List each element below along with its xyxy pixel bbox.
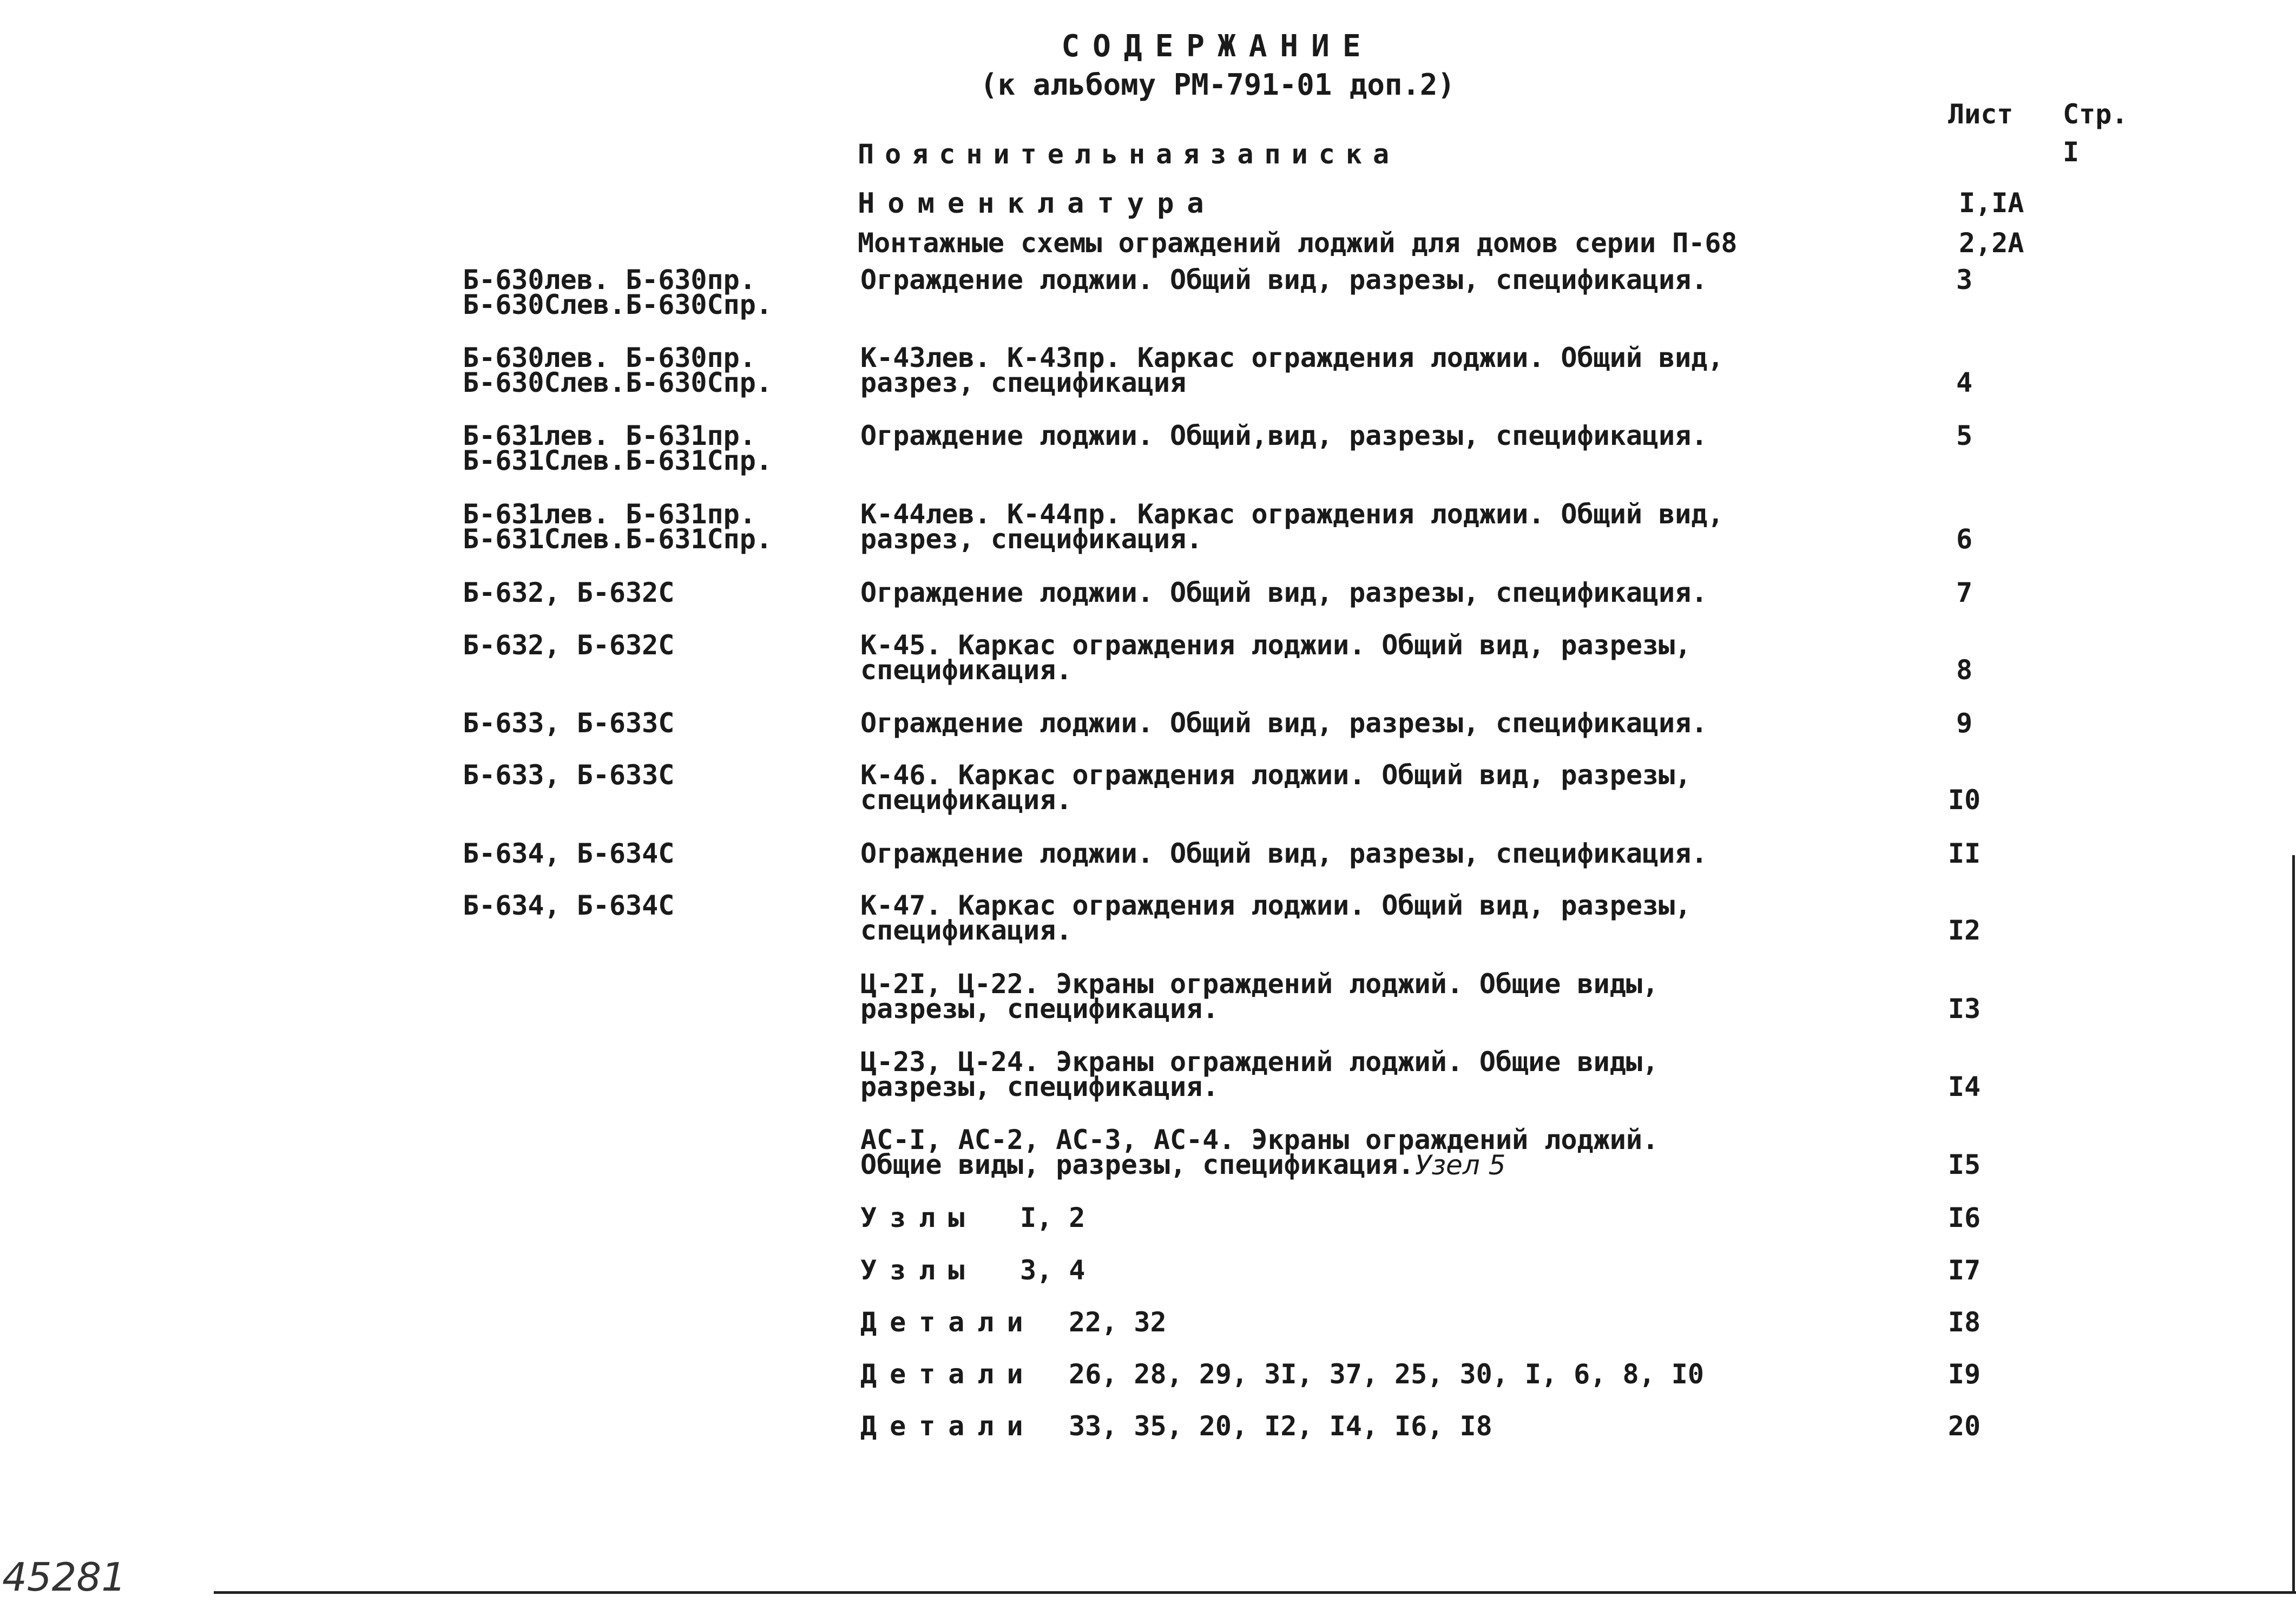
row-description-line2: спецификация. (860, 654, 1073, 686)
section-mounting-schemes: Монтажные схемы ограждений лоджий для домов серии П-68 (858, 227, 1738, 259)
row-description-line2: разрез, спецификация. (860, 523, 1203, 555)
tail-heading: Детали (860, 1358, 1036, 1390)
tail-numbers: 26, 28, 29, 3I, 37, 25, 30, I, 6, 8, I0 (1069, 1358, 1704, 1390)
tail-numbers: 3, 4 (1020, 1255, 1085, 1286)
tail-numbers: I, 2 (1020, 1202, 1085, 1233)
section-mounting-schemes-sheet: 2,2A (1959, 227, 2024, 259)
row-mark-line1: Б-631лев. Б-631пр. (463, 498, 756, 530)
section-nomenclature-sheet: I,IA (1959, 187, 2024, 219)
row-mark-line1: Б-634, Б-634С (463, 890, 675, 921)
row-mark-line1: Б-634, Б-634С (463, 838, 675, 869)
section-explanatory-note-page: I (2063, 136, 2080, 168)
row-mark-line2: Б-631Слев.Б-631Спр. (463, 523, 772, 555)
right-frame-line (2292, 855, 2295, 1594)
section-nomenclature: Номенклатура (858, 187, 1217, 220)
tail-sheet-number: I8 (1948, 1306, 1981, 1338)
document-subtitle: (к альбому РМ-791-01 доп.2) (980, 68, 1455, 102)
row-description-line1: АС-I, АС-2, АС-3, АС-4. Экраны ограждений лоджий. (860, 1124, 1659, 1155)
row-sheet-number: I2 (1948, 915, 1981, 946)
tail-sheet-number: I6 (1948, 1202, 1981, 1233)
row-description-line1: К-47. Каркас ограждения лоджии. Общий вид, разрезы, (860, 890, 1692, 921)
row-description-line2: разрез, спецификация (860, 367, 1187, 398)
row-description-line1: К-43лев. К-43пр. Каркас ограждения лоджии. Общий вид, (860, 342, 1724, 373)
row-mark-line2: Б-630Слев.Б-630Спр. (463, 367, 772, 398)
handwritten-note: Узел 5 (1415, 1150, 1506, 1181)
row-sheet-number: I0 (1948, 784, 1981, 816)
row-description-line1: Ц-23, Ц-24. Экраны ограждений лоджий. Общие виды, (860, 1046, 1659, 1078)
column-header-sheet: Лист (1948, 99, 2014, 130)
row-description-line2: спецификация. (860, 784, 1073, 816)
row-description-line1: Ц-2I, Ц-22. Экраны ограждений лоджий. Общие виды, (860, 968, 1659, 1000)
row-mark-line1: Б-630лев. Б-630пр. (463, 264, 756, 296)
row-mark-line1: Б-633, Б-633С (463, 707, 675, 739)
row-sheet-number: I5 (1948, 1149, 1981, 1180)
column-header-page: Стр. (2063, 99, 2128, 130)
row-description-line1: К-44лев. К-44пр. Каркас ограждения лоджии. Общий вид, (860, 498, 1724, 530)
bottom-frame-line (214, 1591, 2296, 1594)
row-description-line2: разрезы, спецификация. (860, 993, 1219, 1025)
row-mark-line1: Б-633, Б-633С (463, 759, 675, 791)
row-description-line1: К-46. Каркас ограждения лоджии. Общий вид, разрезы, (860, 759, 1692, 791)
row-sheet-number: 9 (1956, 707, 1973, 739)
row-mark-line1: Б-630лев. Б-630пр. (463, 342, 756, 373)
row-mark-line2: Б-631Слев.Б-631Спр. (463, 445, 772, 476)
row-sheet-number: 6 (1956, 523, 1973, 555)
tail-heading: Детали (860, 1410, 1036, 1442)
tail-sheet-number: I9 (1948, 1358, 1981, 1390)
row-description-line1: Ограждение лоджии. Общий вид, разрезы, спецификация. (860, 838, 1708, 869)
row-sheet-number: I3 (1948, 993, 1981, 1025)
row-description-line2: спецификация. (860, 915, 1073, 946)
row-description-line1: Ограждение лоджии. Общий вид, разрезы, спецификация. (860, 707, 1708, 739)
row-mark-line1: Б-632, Б-632С (463, 629, 675, 661)
row-sheet-number: II (1948, 838, 1981, 869)
tail-sheet-number: I7 (1948, 1255, 1981, 1286)
row-description-line2: разрезы, спецификация. (860, 1071, 1219, 1102)
tail-numbers: 22, 32 (1069, 1306, 1167, 1338)
row-description-line1: К-45. Каркас ограждения лоджии. Общий вид, разрезы, (860, 629, 1692, 661)
tail-numbers: 33, 35, 20, I2, I4, I6, I8 (1069, 1410, 1492, 1442)
document-title: СОДЕРЖАНИЕ (1061, 29, 1374, 64)
row-sheet-number: I4 (1948, 1071, 1981, 1102)
tail-heading: Детали (860, 1306, 1036, 1338)
row-sheet-number: 8 (1956, 654, 1973, 686)
row-sheet-number: 3 (1956, 264, 1973, 296)
row-sheet-number: 4 (1956, 367, 1973, 398)
row-mark-line1: Б-632, Б-632С (463, 577, 675, 608)
row-description-line1: Ограждение лоджии. Общий вид, разрезы, спецификация. (860, 577, 1708, 608)
row-description-line1: Ограждение лоджии. Общий вид, разрезы, спецификация. (860, 264, 1708, 296)
row-description-line1: Ограждение лоджии. Общий,вид, разрезы, спецификация. (860, 420, 1708, 451)
tail-heading: Узлы (860, 1202, 978, 1233)
tail-heading: Узлы (860, 1255, 978, 1286)
row-mark-line2: Б-630Слев.Б-630Спр. (463, 289, 772, 320)
inventory-number: 45281 (2, 1554, 127, 1600)
row-mark-line1: Б-631лев. Б-631пр. (463, 420, 756, 451)
row-description-line2: Общие виды, разрезы, спецификация. (860, 1149, 1415, 1180)
row-sheet-number: 7 (1956, 577, 1973, 608)
row-sheet-number: 5 (1956, 420, 1973, 451)
tail-sheet-number: 20 (1948, 1410, 1981, 1442)
section-explanatory-note: Пояснительнаязаписка (858, 139, 1400, 170)
